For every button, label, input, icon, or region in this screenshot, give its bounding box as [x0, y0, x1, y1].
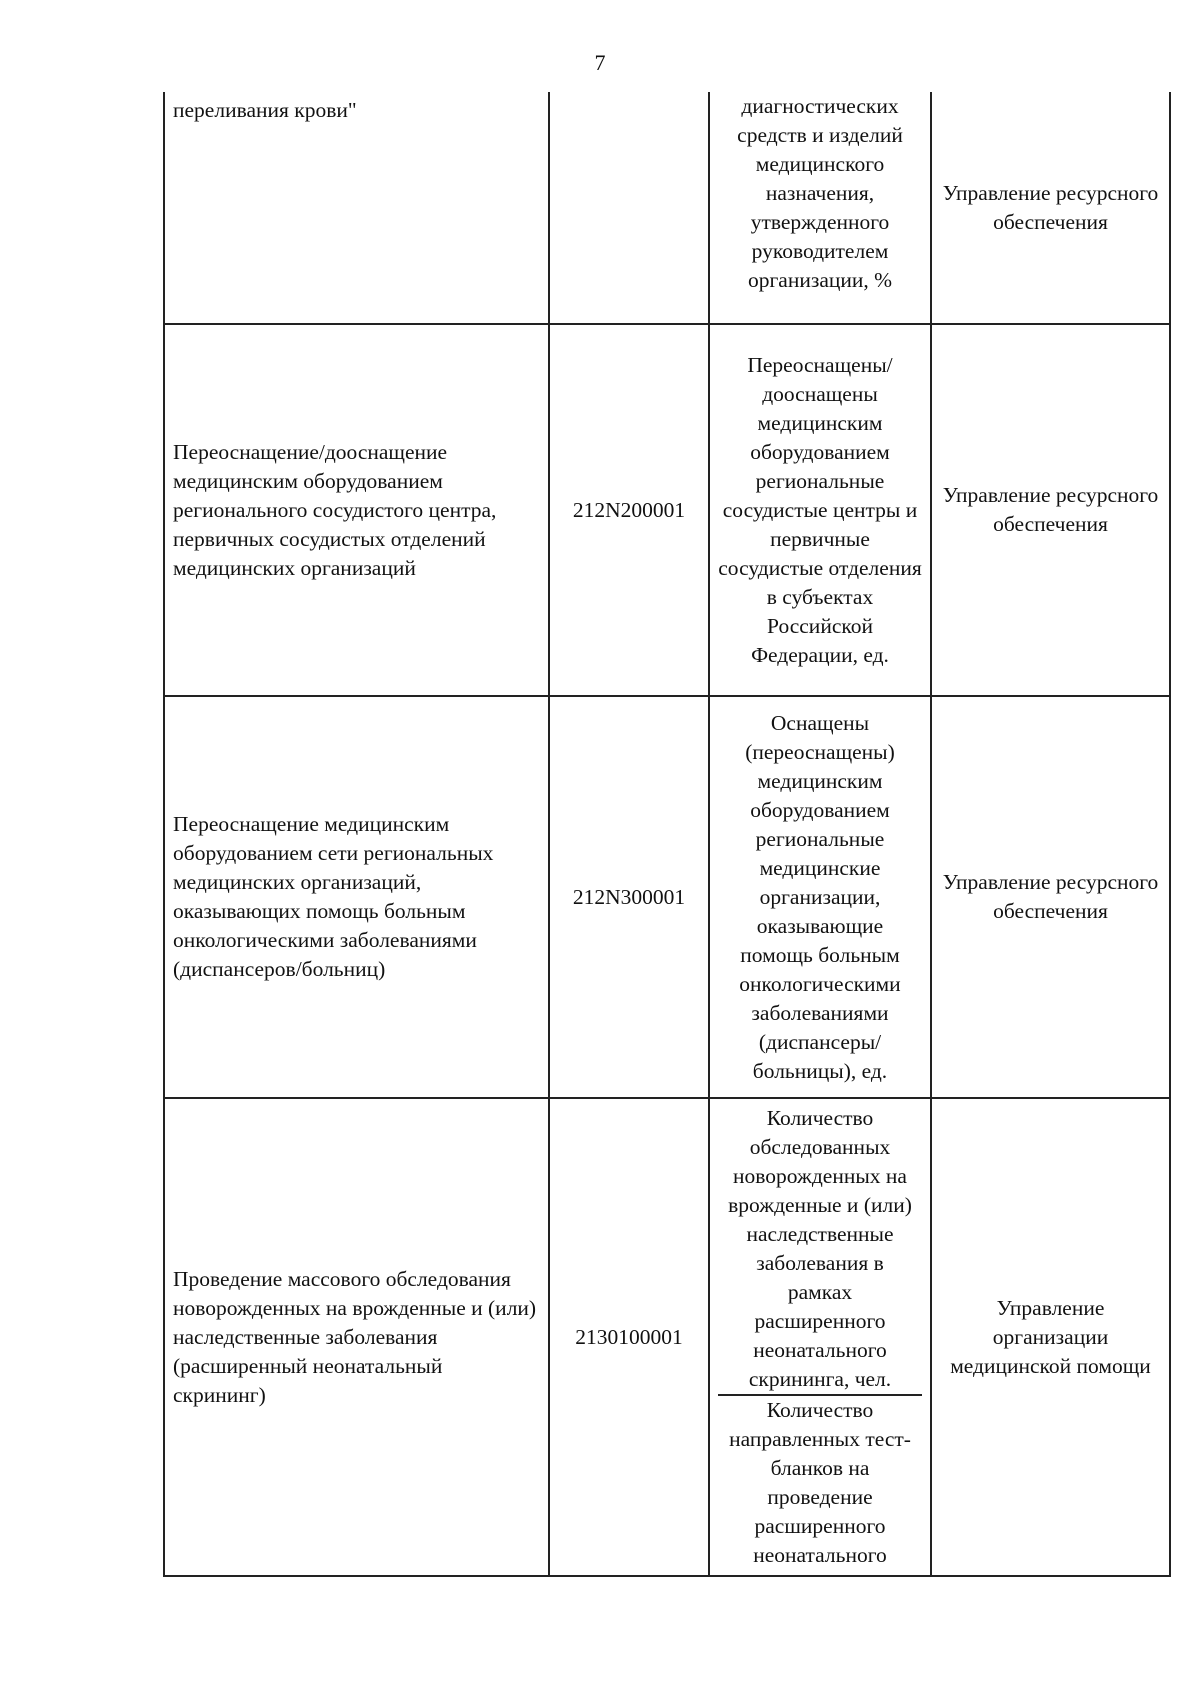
indicator: Оснащены (переоснащены) медицинским оборудованием региональные медицинские организации, оказывающие помощь больным онкологическими заболеваниями (диспансеры/больницы), ед. — [709, 696, 931, 1098]
indicator: Количество обследованных новорожденных на врожденные и (или) наследственные заболевания в рамках расширенного неонатального скрининга, чел. — [728, 1106, 912, 1391]
indicator: Переоснащены/дооснащены медицинским оборудованием региональные сосудистые центры и первичные сосудистые отделения в субъектах Российской Федерации, ед. — [709, 324, 931, 696]
page-number: 7 — [594, 50, 606, 75]
indicator-cell — [709, 1098, 931, 1576]
responsible-department: Управление ресурсного обеспечения — [931, 696, 1170, 1098]
indicator: диагностических средств и изделий медицинского назначения, утвержденного руководителем организации, % — [709, 92, 931, 324]
table-row — [164, 696, 1170, 1098]
measure-code: 212N300001 — [549, 696, 709, 1098]
indicator: Количество направленных тест-бланков на проведение расширенного неонатального — [718, 1394, 922, 1570]
measure-code: 212N200001 — [549, 324, 709, 696]
measure-name: переливания крови" — [164, 92, 549, 324]
measure-name: Проведение массового обследования новорожденных на врожденные и (или) наследственные заболевания (расширенный неонатальный скрининг) — [164, 1098, 549, 1576]
measure-name: Переоснащение/дооснащение медицинским оборудованием регионального сосудистого центра, первичных сосудистых отделений медицинских организаций — [164, 324, 549, 696]
table-row — [164, 1098, 1170, 1576]
measure-name: Переоснащение медицинским оборудованием сети региональных медицинских организаций, оказывающих помощь больным онкологическими заболеваниями (диспансеров/больниц) — [164, 696, 549, 1098]
responsible-department: Управление ресурсного обеспечения — [931, 324, 1170, 696]
table-row — [164, 92, 1170, 324]
responsible-department: Управление организации медицинской помощи — [931, 1098, 1170, 1576]
responsible-department: Управление ресурсного обеспечения — [931, 92, 1170, 324]
measure-code — [549, 92, 709, 324]
table-row — [164, 324, 1170, 696]
measures-table — [163, 92, 1171, 1577]
measure-code: 2130100001 — [549, 1098, 709, 1576]
